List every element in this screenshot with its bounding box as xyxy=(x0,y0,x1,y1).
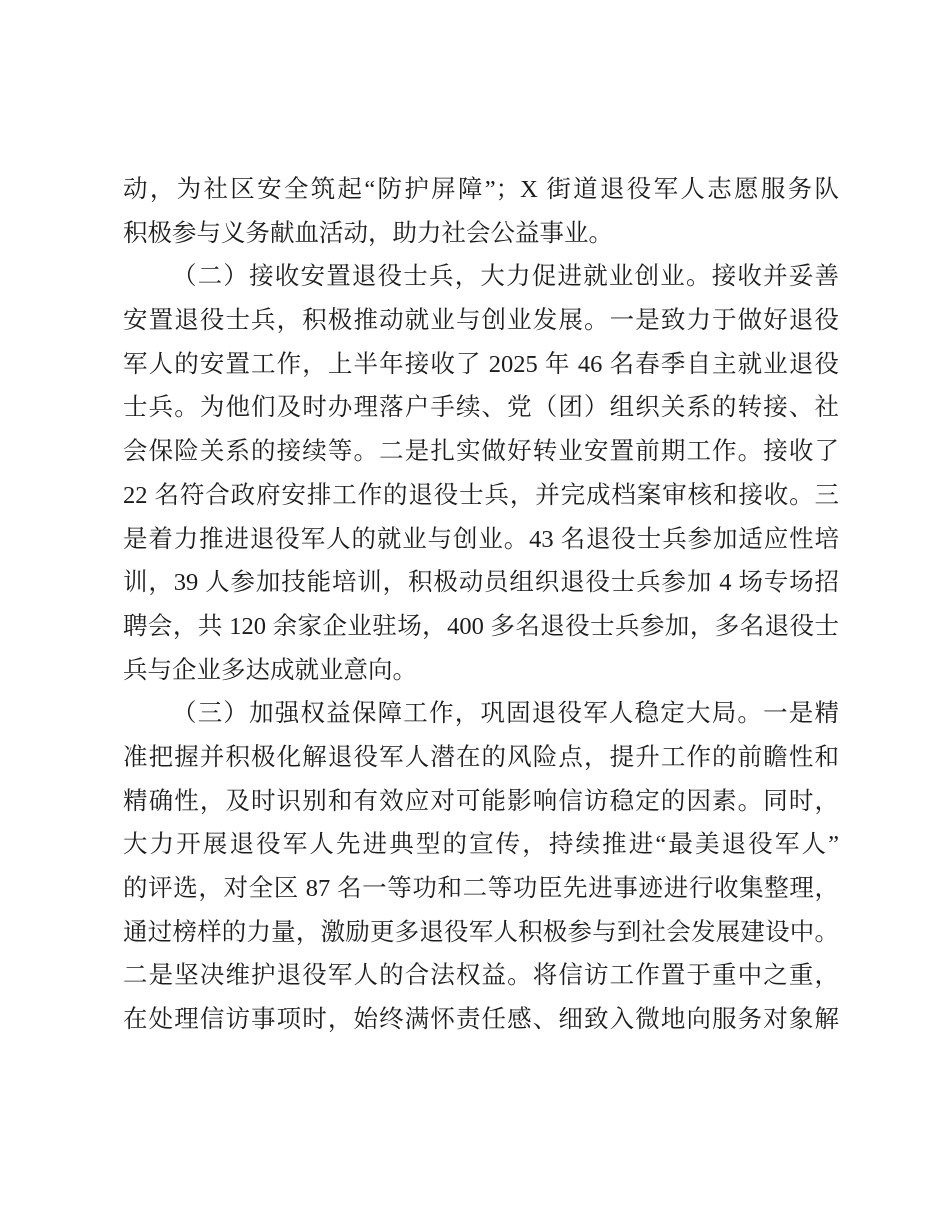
page-text xyxy=(123,168,839,1042)
text-line: 的评选，对全区 87 名一等功和二等功臣先进事迹进行收集整理， xyxy=(123,875,839,902)
text-line: 兵与企业多达成就业意向。 xyxy=(123,656,417,684)
text-line: （二）接收安置退役士兵，大力促进就业创业。接收并妥善 xyxy=(172,263,839,291)
text-line: 大力开展退役军人先进典型的宣传，持续推进“最美退役军人” xyxy=(123,831,839,859)
text-line: 精确性，及时识别和有效应对可能影响信访稳定的因素。同时， xyxy=(123,787,839,815)
paragraph-2 xyxy=(123,692,839,1042)
text-line: 二是坚决维护退役军人的合法权益。将信访工作置于重中之重， xyxy=(123,962,839,990)
paragraph-1 xyxy=(123,255,839,692)
text-line: 动，为社区安全筑起“防护屏障”；X 街道退役军人志愿服务队 xyxy=(123,176,839,203)
text-line: 积极参与义务献血活动，助力社会公益事业。 xyxy=(123,219,613,247)
text-line: 军人的安置工作，上半年接收了 2025 年 46 名春季自主就业退役 xyxy=(123,350,839,378)
text-line: 22 名符合政府安排工作的退役士兵，并完成档案审核和接收。三 xyxy=(123,481,839,509)
text-line: 训，39 人参加技能培训，积极动员组织退役士兵参加 4 场专场招 xyxy=(123,569,839,597)
text-line: 安置退役士兵，积极推动就业与创业发展。一是致力于做好退役 xyxy=(123,307,839,335)
text-line: 是着力推进退役军人的就业与创业。43 名退役士兵参加适应性培 xyxy=(123,525,839,553)
text-line: 在处理信访事项时，始终满怀责任感、细致入微地向服务对象解 xyxy=(123,1006,839,1034)
text-line: 士兵。为他们及时办理落户手续、党（团）组织关系的转接、社 xyxy=(123,394,839,422)
text-line: （三）加强权益保障工作，巩固退役军人稳定大局。一是精 xyxy=(172,700,839,728)
text-line: 准把握并积极化解退役军人潜在的风险点，提升工作的前瞻性和 xyxy=(123,743,839,771)
text-line: 通过榜样的力量，激励更多退役军人积极参与到社会发展建设中。 xyxy=(123,918,839,946)
text-line: 聘会，共 120 余家企业驻场，400 多名退役士兵参加，多名退役士 xyxy=(123,612,839,640)
text-line: 会保险关系的接续等。二是扎实做好转业安置前期工作。接收了 xyxy=(123,438,839,466)
paragraph-0 xyxy=(123,168,839,255)
